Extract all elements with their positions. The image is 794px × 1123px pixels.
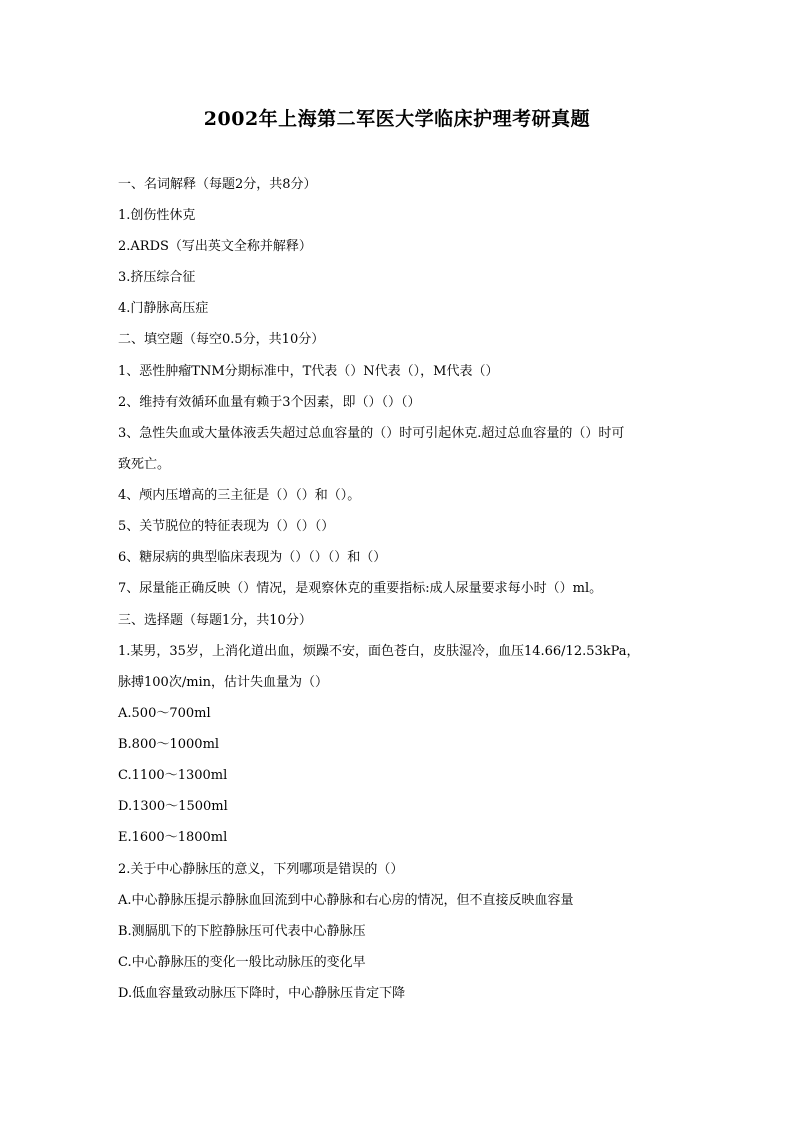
question-line: 2.关于中心静脉压的意义，下列哪项是错误的（）: [118, 862, 404, 877]
answer-option: D.低血容量致动脉压下降时，中心静脉压肯定下降: [118, 986, 406, 1001]
question-line: 7、尿量能正确反映（）情况，是观察休克的重要指标:成人尿量要求每小时（）ml。: [118, 581, 603, 596]
question-line: 1.创伤性休克: [118, 208, 196, 223]
question-line: 1.某男，35岁，上消化道出血，烦躁不安，面色苍白，皮肤湿冷，血压14.66/12.53kPa，: [118, 644, 640, 659]
answer-option: D.1300～1500ml: [118, 799, 228, 814]
answer-option: E.1600～1800ml: [118, 830, 228, 845]
question-line-continued: 致死亡。: [118, 457, 171, 472]
question-line: 6、糖尿病的典型临床表现为（）（）（）和（）: [118, 550, 387, 565]
section-heading-multiple-choice: 三、选择题（每题1分，共10分）: [118, 613, 312, 628]
answer-option: C.1100～1300ml: [118, 768, 228, 783]
section-heading-definitions: 一、名词解释（每题2分，共8分）: [118, 177, 317, 192]
question-line: 5、关节脱位的特征表现为（）（）（）: [118, 519, 335, 534]
question-line: 1、恶性肿瘤TNM分期标准中，T代表（）N代表（），M代表（）: [118, 364, 499, 379]
question-line: 3、急性失血或大量体液丢失超过总血容量的（）时可引起休克.超过总血容量的（）时可: [118, 426, 625, 441]
page-title: 2002年上海第二军医大学临床护理考研真题: [203, 108, 591, 130]
question-line: 2.ARDS（写出英文全称并解释）: [118, 239, 312, 254]
answer-option: C.中心静脉压的变化一般比动脉压的变化早: [118, 955, 366, 970]
question-line: 4.门静脉高压症: [118, 301, 209, 316]
answer-option: A.中心静脉压提示静脉血回流到中心静脉和右心房的情况，但不直接反映血容量: [118, 893, 574, 908]
answer-option: B.800～1000ml: [118, 737, 220, 752]
question-line: 2、维持有效循环血量有赖于3个因素，即（）（）（）: [118, 395, 421, 410]
question-line: 4、颅内压增高的三主征是（）（）和（）。: [118, 488, 361, 503]
section-heading-fill-in: 二、填空题（每空0.5分，共10分）: [118, 332, 325, 347]
question-line-continued: 脉搏100次/min，估计失血量为（）: [118, 675, 329, 690]
answer-option: B.测膈肌下的下腔静脉压可代表中心静脉压: [118, 924, 366, 939]
answer-option: A.500～700ml: [118, 706, 211, 721]
question-line: 3.挤压综合征: [118, 270, 196, 285]
